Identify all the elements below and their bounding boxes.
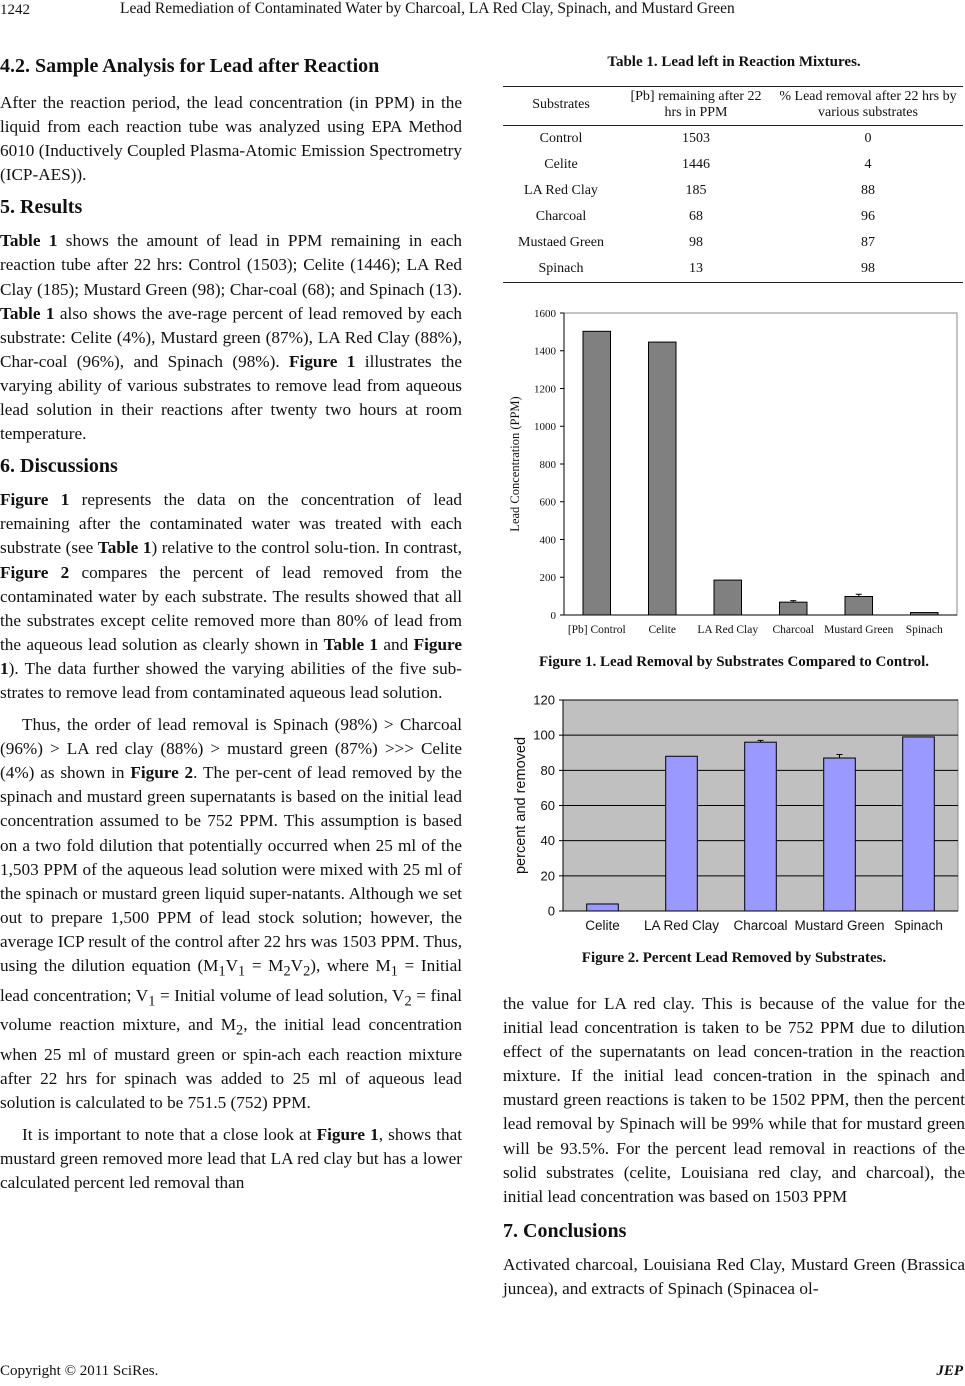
y-tick-label: 100	[533, 727, 555, 743]
table-cell: 1446	[682, 157, 710, 172]
page-footer	[0, 1363, 965, 1380]
y-tick-label: 1000	[534, 421, 556, 434]
text-run: illustrates the varying ability of various substrates to remove lead from aqueous lead solution in their reactions after twenty two hours at room temperature.	[0, 351, 463, 444]
subscript: 2	[303, 963, 311, 980]
x-tick-label: Charcoal	[733, 918, 788, 933]
table-header-row	[503, 87, 963, 126]
text-run: = M	[245, 956, 284, 975]
table-ref: Table 1	[0, 231, 58, 251]
bar	[666, 756, 698, 911]
y-axis-label: Lead Concentration (PPM)	[508, 396, 522, 532]
table-cell: 4	[864, 157, 872, 172]
x-tick-label: Celite	[648, 624, 676, 636]
x-tick-label: LA Red Clay	[697, 624, 759, 636]
table-ref: Table 1	[97, 538, 152, 558]
column-header: % Lead removal after 22 hrs by various substrates	[773, 87, 963, 126]
y-tick-label: 400	[539, 534, 556, 547]
table-cell: 185	[685, 183, 707, 198]
figure-ref: Figure 2	[0, 562, 70, 582]
subscript: 2	[404, 992, 412, 1009]
table-cell: Control	[539, 131, 583, 146]
text-run: = Initial lead concentration; V	[0, 956, 462, 1005]
bar	[587, 904, 619, 911]
paragraph: After the reaction period, the lead concentration (in PPM) in the liquid from each reaction tube was analyzed using EPA Method 6010 (Inductively Coupled Plasma-Atomic Emission Spectrometry (ICP-AES)).	[0, 93, 462, 185]
copyright: Copyright © 2011 SciRes.	[0, 1363, 159, 1379]
text-run: shows the amount of lead in PPM remaining in each reaction tube after 22 hrs: Control (1503); Celite (1446); LA Red Clay (185); Mustard Green (98); Char-coal (68); and Spinach (13).	[0, 231, 462, 299]
paragraph: the value for LA red clay. This is because of the value for the initial lead concentration is taken to be 752 PPM due to dilution effect of the supernatants on lead concen-tration in the reaction mixture. If the initial lead concen-tration in the spinach and mustard green reactions is taken to be 1502 PPM, then the percent lead removal by Spinach will be 99% while that for mustard green will be 93.5%. For the percent lead removal in reactions of the solid substrates (celite, Louisiana red clay, and charcoal), the initial lead concentration was based on 1503 PPM	[503, 994, 965, 1206]
table-cell: 88	[861, 183, 875, 198]
y-tick-label: 40	[540, 833, 555, 849]
y-tick-label: 20	[540, 868, 555, 884]
table-cell: Spinach	[503, 256, 619, 283]
y-tick-label: 800	[539, 458, 556, 471]
text-run: = final volume reaction mixture, and M	[0, 985, 462, 1035]
data-table	[503, 86, 963, 283]
figure-1-chart	[503, 301, 965, 641]
subscript: 1	[218, 963, 226, 980]
text-run: ) relative to the control solu-tion. In contrast,	[151, 538, 462, 558]
table-cell: 13	[619, 256, 773, 283]
section-title: 6. Discussions	[0, 455, 118, 478]
text-run: and	[378, 634, 414, 654]
figure-ref: Figure 1	[0, 490, 70, 510]
section-title: 4.2. Sample Analysis for Lead after Reaction	[0, 55, 380, 77]
table-row	[503, 256, 963, 283]
figure-ref: Figure 2	[130, 763, 194, 783]
bar	[845, 597, 873, 615]
figure-ref: Figure 1	[0, 634, 462, 678]
journal-label: JEP	[936, 1363, 963, 1379]
y-tick-label: 1200	[534, 383, 556, 396]
plot-area	[564, 313, 957, 615]
section-title: 7. Conclusions	[503, 1219, 627, 1242]
table-row	[503, 178, 963, 204]
table-ref: Table 1	[0, 303, 55, 323]
paragraph	[0, 1123, 462, 1195]
table-cell: LA Red Clay	[524, 183, 598, 198]
figure-ref: Figure 1	[316, 1124, 379, 1144]
bar	[648, 342, 676, 615]
y-tick-label: 1400	[534, 345, 556, 358]
right-column	[503, 52, 965, 1301]
paragraph	[0, 488, 462, 705]
x-tick-label: Charcoal	[772, 624, 815, 636]
table-row	[503, 230, 963, 256]
y-tick-label: 120	[533, 692, 555, 708]
table-cell: 1503	[682, 131, 710, 146]
text-run: , the initial lead concentration when 25 ml of mustard green or spin-ach each reaction mixture after 22 hrs for spinach was added to 25 ml of aqueous lead solution is calculated to be 751.5 (752) PPM.	[0, 1015, 462, 1112]
page-number: 1242	[0, 2, 30, 18]
table-row	[503, 152, 963, 178]
paragraph	[0, 229, 462, 446]
text-run: It is important to note that a close look at	[22, 1124, 317, 1144]
table-cell: Mustaed Green	[518, 235, 604, 250]
subscript: 2	[283, 963, 291, 980]
table-cell: 98	[773, 256, 963, 283]
table-cell: 98	[689, 235, 703, 250]
y-tick-label: 0	[550, 609, 556, 622]
figure-caption: Figure 2. Percent Lead Removed by Substrates.	[581, 950, 887, 966]
table-cell: 68	[689, 209, 703, 224]
table-cell: Charcoal	[535, 209, 587, 224]
table-caption: Table 1. Lead left in Reaction Mixtures.	[607, 54, 861, 70]
x-tick-label: Spinach	[894, 918, 943, 933]
bar	[714, 580, 742, 615]
x-tick-label: Mustard Green	[824, 624, 894, 636]
subscript: 2	[236, 1022, 244, 1039]
text-run: compares the percent of lead removed from the contaminated water by each substrate. The results showed that all the substrates except celite removed more than 80% of lead from the aqueous lead solution as clearly shown in	[0, 562, 462, 654]
x-tick-label: Mustard Green	[794, 918, 885, 933]
x-tick-label: LA Red Clay	[643, 918, 720, 933]
text-run: ). The data further showed the varying abilities of the five sub-strates to remove lead from contaminated aqueous lead solution.	[0, 658, 462, 702]
figure-ref: Figure 1	[289, 351, 356, 371]
text-run: V	[225, 956, 239, 975]
subscript: 1	[238, 963, 246, 980]
text-run: Thus, the order of lead removal is Spinach (98%) > Charcoal (96%) > LA red clay (88%) > mustard green (87%) >>> Celite (4%) as shown in	[0, 715, 462, 783]
text-run: ), where M	[310, 956, 391, 975]
bar	[824, 758, 856, 911]
bar	[910, 613, 938, 615]
y-tick-label: 80	[540, 762, 555, 778]
bar	[583, 331, 611, 615]
bar	[903, 737, 935, 911]
figure-2-chart	[503, 690, 965, 935]
table-cell: Celite	[544, 157, 578, 172]
figure-caption: Figure 1. Lead Removal by Substrates Compared to Control.	[539, 654, 929, 670]
text-run: represents the data on the concentration of lead remaining after the contaminated water was treated with each substrate (see	[0, 490, 462, 558]
table-row	[503, 204, 963, 230]
column-header: [Pb] remaining after 22 hrs in PPM	[619, 87, 773, 126]
bar	[745, 742, 777, 911]
subscript: 1	[148, 992, 156, 1009]
text-run: V	[290, 956, 304, 975]
x-tick-label: Celite	[585, 918, 620, 933]
x-tick-label: [Pb] Control	[567, 624, 626, 636]
left-column	[0, 52, 462, 1195]
column-header: Substrates	[503, 87, 619, 126]
y-tick-label: 600	[539, 496, 556, 509]
y-axis-label: percent and removed	[513, 736, 529, 875]
text-run: = Initial volume of lead solution, V	[155, 985, 405, 1005]
table-cell: 96	[861, 209, 875, 224]
x-tick-label: Spinach	[905, 624, 943, 636]
table-ref: Table 1	[323, 634, 379, 654]
running-title: Lead Remediation of Contaminated Water by Charcoal, LA Red Clay, Spinach, and Mustard Green	[120, 0, 735, 17]
y-tick-label: 0	[547, 903, 555, 919]
text-run: , shows that mustard green removed more lead that LA red clay but has a lower calculated percent led removal than	[0, 1124, 463, 1193]
bar	[779, 602, 807, 615]
y-tick-label: 60	[540, 798, 555, 814]
text-run: . The per-cent of lead removed by the spinach and mustard green supernatants is based on the initial lead concentration assumed to be 752 PPM. This assumption is based on a two fold dilution that potentially occurred when 25 ml of the 1,503 PPM of the aqueous lead solution were mixed with 25 ml of the spinach or mustard green liquid super-natants. Although we set out to prepare 1,500 PPM of lead stock solution; however, the average ICP result of the control after 22 hrs was 1503 PPM. Thus, using the dilution equation (M	[0, 763, 463, 975]
table-cell: 87	[861, 235, 875, 250]
table-cell: 0	[864, 131, 872, 146]
text-run: also shows the ave-rage percent of lead removed by each substrate: Celite (4%), Mustard green (87%), LA Red Clay (88%), Char-coal (96%), and Spinach (98%).	[0, 303, 462, 371]
y-tick-label: 1600	[534, 307, 556, 320]
section-title: 5. Results	[0, 196, 83, 219]
paragraph: Activated charcoal, Louisiana Red Clay, Mustard Green (Brassica juncea), and extracts of Spinach (Spinacea ol-	[503, 1254, 965, 1298]
table-row	[503, 126, 963, 153]
paragraph	[0, 713, 462, 1115]
subscript: 1	[390, 963, 398, 980]
page-header	[0, 0, 965, 26]
y-tick-label: 200	[539, 572, 556, 585]
